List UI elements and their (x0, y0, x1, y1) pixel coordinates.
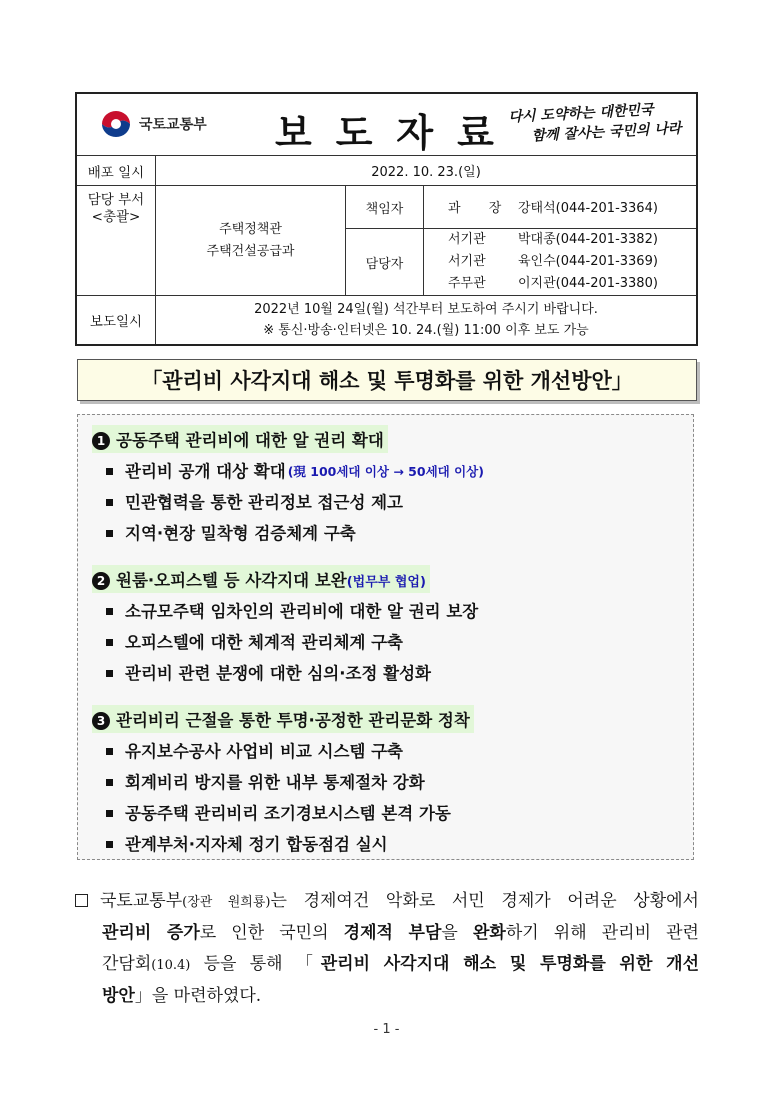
section-2 (92, 565, 693, 689)
distribution-label: 배포 일시 (77, 156, 156, 185)
section-number: 1 (92, 432, 110, 450)
section-1 (92, 425, 693, 549)
section-items (106, 596, 693, 689)
text-span: 」을 마련하였다. (134, 986, 262, 1006)
item-text: 관계부처·지자체 정기 합동점검 실시 (125, 835, 388, 854)
item-note: (現 100세대 이상 → 50세대 이상) (287, 464, 484, 479)
contact-position: 주무관 (448, 276, 486, 291)
chief-row (346, 186, 696, 229)
text-span: 간담회 (102, 954, 152, 974)
text-span: 하기 위해 관리비 관련 (505, 923, 699, 943)
bold-span: 관리비 사각지대 해소 및 투명화를 위한 개선 (320, 954, 699, 974)
list-item (106, 658, 693, 689)
section-number: 2 (92, 572, 110, 590)
bold-span: 관리비 증가 (102, 923, 200, 943)
paragraph-line-4 (75, 981, 699, 1012)
distribution-row (77, 156, 696, 186)
list-item (106, 487, 693, 518)
page-number: - 1 - (373, 1022, 400, 1037)
slogan-line-1: 다시 도약하는 대한민국 (508, 101, 654, 126)
item-text: 유지보수공사 사업비 비교 시스템 구축 (125, 742, 404, 761)
contact-name: 강태석(044-201-3364) (518, 201, 658, 216)
distribution-date: 2022. 10. 23.(일) (371, 165, 481, 180)
section-title: 공동주택 관리비에 대한 알 권리 확대 (116, 431, 384, 450)
body-paragraph (75, 886, 699, 1012)
item-text: 오피스텔에 대한 체계적 관리체계 구축 (125, 633, 404, 652)
department-row (77, 186, 696, 296)
text-span: 을 (441, 923, 473, 943)
summary-box (77, 414, 694, 860)
staff-role: 담당자 (346, 229, 424, 295)
section-items (106, 456, 693, 549)
item-text: 지역·현장 밀착형 검증체계 구축 (125, 524, 356, 543)
item-text: 관리비 관련 분쟁에 대한 심의·조정 활성화 (125, 664, 431, 683)
list-item (106, 767, 693, 798)
page-title: 보도자료 (275, 111, 518, 155)
bold-span: 완화 (472, 923, 506, 943)
checkbox-bullet-icon (75, 894, 88, 907)
section-title: 관리비리 근절을 통한 투명·공정한 관리문화 정착 (116, 711, 470, 730)
list-item (106, 798, 693, 829)
section-title: 원룸·오피스텔 등 사각지대 보완 (116, 571, 347, 590)
square-bullet-icon (106, 779, 113, 786)
chief-role: 책임자 (346, 186, 424, 228)
paragraph-line-1 (75, 886, 699, 918)
text-span: 로 인한 국민의 (199, 923, 344, 943)
list-item (106, 736, 693, 767)
item-text: 민관협력을 통한 관리정보 접근성 제고 (125, 493, 404, 512)
contact-position: 과 장 (448, 201, 514, 216)
section-note: (법무부 협업) (346, 575, 426, 590)
contact-position: 서기관 (448, 254, 486, 269)
department-label-cell (77, 186, 156, 295)
contact-name: 박대종(044-201-3382) (518, 232, 658, 247)
paragraph-line-3 (75, 949, 699, 981)
main-headline: 「관리비 사각지대 해소 및 투명화를 위한 개선방안」 (77, 359, 697, 401)
release-text (156, 296, 696, 344)
square-bullet-icon (106, 841, 113, 848)
contacts (346, 186, 696, 295)
section-3 (92, 705, 693, 860)
header-top (77, 94, 696, 156)
department-line-1: 주택정책관 (219, 221, 282, 237)
release-label: 보도일시 (77, 296, 156, 344)
square-bullet-icon (106, 468, 113, 475)
square-bullet-icon (106, 810, 113, 817)
ministry-logo (99, 109, 207, 139)
list-item (106, 456, 693, 487)
section-heading (92, 425, 388, 453)
release-row (77, 296, 696, 344)
section-heading (92, 705, 474, 733)
department-line-2: 주택건설공급과 (206, 243, 295, 259)
item-text: 회계비리 방지를 위한 내부 통제절차 강화 (125, 773, 425, 792)
bold-span: 방안 (102, 986, 135, 1006)
release-line-2: ※ 통신·방송·인터넷은 10. 24.(월) 11:00 이후 보도 가능 (263, 323, 589, 338)
text-span: 등을 통해 「 (190, 954, 321, 974)
contact-position: 서기관 (448, 232, 486, 247)
square-bullet-icon (106, 530, 113, 537)
department-name (156, 186, 346, 295)
chief-contact (424, 186, 696, 228)
press-release-header (75, 92, 698, 346)
item-text: 관리비 공개 대상 확대 (125, 462, 286, 481)
square-bullet-icon (106, 748, 113, 755)
list-item (106, 596, 693, 627)
department-label-sub: <총괄> (91, 209, 141, 225)
text-span: (10.4) (151, 958, 191, 973)
section-number: 3 (92, 712, 110, 730)
release-line-1: 2022년 10월 24일(월) 석간부터 보도하여 주시기 바랍니다. (254, 302, 598, 317)
square-bullet-icon (106, 639, 113, 646)
item-text: 공동주택 관리비리 조기경보시스템 본격 가동 (125, 804, 451, 823)
list-item (106, 518, 693, 549)
text-span: (장관 원희룡) (182, 895, 271, 910)
bold-span: 경제적 부담 (343, 923, 442, 943)
item-text: 소규모주택 임차인의 관리비에 대한 알 권리 보장 (125, 602, 479, 621)
ministry-name: 국토교통부 (139, 117, 207, 133)
paragraph-line-2 (75, 918, 699, 949)
taegeuk-logo-icon (99, 109, 133, 139)
section-heading (92, 565, 430, 593)
slogan-line-2: 함께 잘사는 국민의 나라 (531, 120, 682, 145)
text-span: 국토교통부 (100, 891, 183, 911)
contact-name: 육인수(044-201-3369) (518, 254, 658, 269)
text-span: 는 경제여건 악화로 서민 경제가 어려운 상황에서 (270, 891, 699, 911)
staff-row (346, 229, 696, 295)
square-bullet-icon (106, 499, 113, 506)
square-bullet-icon (106, 608, 113, 615)
list-item (106, 829, 693, 860)
square-bullet-icon (106, 670, 113, 677)
list-item (106, 627, 693, 658)
staff-contacts (424, 229, 696, 295)
department-label: 담당 부서 (87, 192, 145, 208)
section-items (106, 736, 693, 860)
contact-name: 이지관(044-201-3380) (518, 276, 658, 291)
government-slogan (508, 99, 682, 148)
